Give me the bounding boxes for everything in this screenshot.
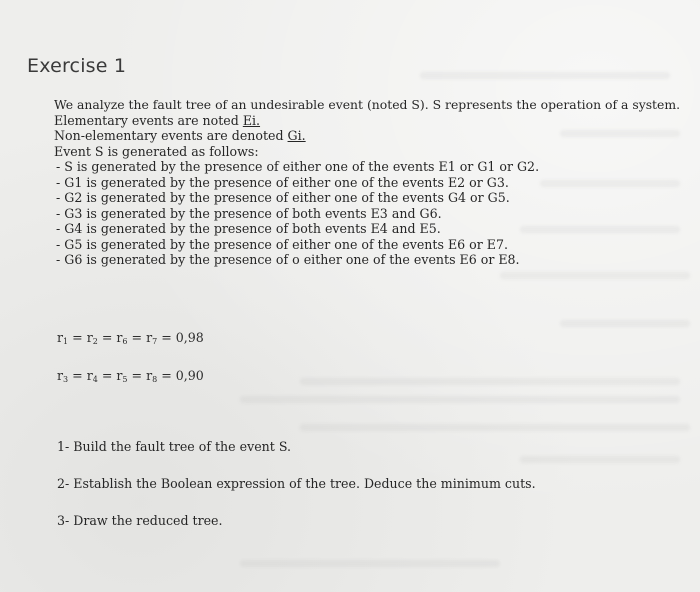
question-2: 2- Establish the Boolean expression of the tree. Deduce the minimum cuts.	[57, 476, 536, 491]
statement-line-2	[54, 113, 694, 129]
paper-bleed-mark	[520, 456, 680, 463]
question-1: 1- Build the fault tree of the event S.	[57, 439, 291, 454]
reliability-index: 5	[122, 375, 128, 384]
reliability-index: 2	[92, 337, 98, 346]
exercise-title: Exercise 1	[27, 55, 127, 77]
rule-line: - S is generated by the presence of either one of the events E1 or G1 or G2.	[56, 159, 540, 174]
reliability-index: 6	[122, 337, 128, 346]
reliability-index: 7	[152, 337, 158, 346]
paper-bleed-mark	[300, 378, 680, 385]
reliability-symbol: r	[86, 368, 93, 383]
paper-bleed-mark	[560, 320, 690, 327]
reliability-formula-1: $r_1 = r_2 = r_6 = r_7 = 0,98$	[57, 330, 204, 346]
paper-bleed-mark	[240, 396, 680, 403]
reliability-symbol: r	[57, 368, 64, 383]
reliability-symbol: r	[146, 330, 153, 345]
rule-line: - G5 is generated by the presence of either one of the events E6 or E7.	[56, 236, 508, 252]
reliability-index: 8	[152, 375, 158, 384]
reliability-symbol: r	[86, 330, 93, 345]
paper-bleed-mark	[240, 560, 500, 567]
statement-line-4: Event S is generated as follows:	[54, 143, 259, 159]
reliability-index: 1	[63, 337, 69, 346]
rule-line: - G4 is generated by the presence of both events E4 and E5.	[56, 221, 441, 236]
reliability-value: 0,90	[175, 368, 204, 383]
paper-bleed-mark	[420, 72, 670, 79]
rule-line: - G3 is generated by the presence of both events E3 and G6.	[56, 205, 442, 221]
reliability-symbol: r	[57, 330, 64, 345]
non-elementary-events-notation: Gi.	[287, 128, 306, 143]
reliability-symbol: r	[116, 368, 123, 383]
reliability-formula-2: $r_3 = r_4 = r_5 = r_8 = 0,90$	[57, 368, 204, 384]
exercise-statement	[54, 97, 694, 268]
reliability-index: 3	[63, 375, 69, 384]
question-3: 3- Draw the reduced tree.	[57, 513, 223, 528]
paper-bleed-mark	[500, 272, 690, 279]
reliability-index: 4	[92, 375, 98, 384]
rule-line: - G1 is generated by the presence of either one of the events E2 or G3.	[56, 174, 509, 190]
elementary-events-notation: Ei.	[242, 112, 261, 128]
reliability-value: 0,98	[175, 330, 204, 345]
statement-line-3	[54, 128, 694, 144]
reliability-symbol: r	[116, 330, 123, 345]
elementary-events-text: Elementary events are noted	[54, 112, 243, 128]
non-elementary-events-text: Non-elementary events are denoted	[54, 128, 288, 143]
statement-line-1: We analyze the fault tree of an undesirable event (noted S). S represents the operation of a system.	[54, 97, 681, 112]
reliability-symbol: r	[146, 368, 153, 383]
rule-line: - G6 is generated by the presence of o either one of the events E6 or E8.	[56, 252, 520, 267]
rule-line: - G2 is generated by the presence of either one of the events G4 or G5.	[56, 190, 510, 205]
paper-bleed-mark	[300, 424, 690, 431]
